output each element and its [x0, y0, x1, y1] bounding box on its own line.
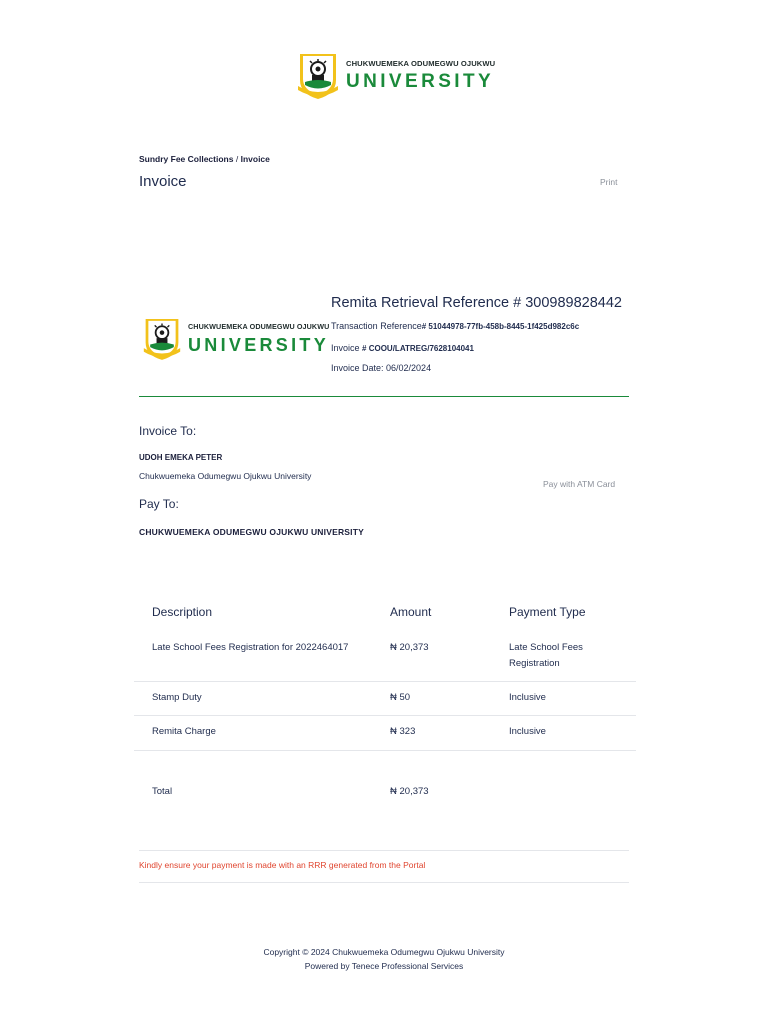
transaction-reference-label: Transaction Reference [331, 321, 422, 331]
breadcrumb-sundry-fee-collections[interactable]: Sundry Fee Collections [139, 154, 234, 164]
invoice-to-heading: Invoice To: [139, 424, 197, 438]
column-header-description: Description [152, 605, 213, 619]
payment-notice: Kindly ensure your payment is made with an RRR generated from the Portal [139, 860, 426, 870]
payer-name: UDOH EMEKA PETER [139, 453, 223, 462]
pay-with-atm-card-button[interactable]: Pay with ATM Card [543, 479, 616, 489]
brand-university-word: UNIVERSITY [346, 71, 495, 92]
row-description: Late School Fees Registration for 2022464017 [152, 642, 349, 653]
breadcrumb [139, 154, 270, 164]
remita-retrieval-reference: Remita Retrieval Reference # 300989828442 [331, 295, 622, 311]
table-total-row [134, 751, 636, 811]
row-amount: ₦ 323 [390, 726, 416, 737]
university-crest-icon [296, 52, 340, 100]
table-row [134, 716, 636, 751]
row-description: Stamp Duty [152, 692, 202, 703]
table-header-row [134, 596, 636, 630]
transaction-reference-value: # 51044978-77fb-458b-8445-1f425d982c6c [421, 322, 580, 331]
invoice-number-value: # COOU/LATREG/7628104041 [362, 344, 474, 353]
row-payment-type: Inclusive [509, 692, 546, 703]
invoice-brand-university-word: UNIVERSITY [188, 335, 330, 355]
footer-copyright: Copyright © 2024 Chukwuemeka Odumegwu Ojukwu University [263, 947, 505, 957]
invoice-brand-name-line: CHUKWUEMEKA ODUMEGWU OJUKWU [188, 322, 330, 331]
row-amount: ₦ 50 [390, 692, 411, 703]
invoice-items-table [134, 596, 636, 811]
column-header-amount: Amount [390, 605, 432, 619]
row-description: Remita Charge [152, 726, 216, 737]
invoice-crest-icon [142, 317, 182, 361]
invoice-university-logo [142, 317, 329, 361]
invoice-number [331, 343, 474, 353]
payer-institution: Chukwuemeka Odumegwu Ojukwu University [139, 471, 312, 481]
pay-to-heading: Pay To: [139, 497, 179, 511]
university-logo [296, 52, 495, 100]
print-button[interactable]: Print [600, 177, 618, 187]
row-payment-type: Late School Fees Registration [509, 642, 583, 669]
row-payment-type: Inclusive [509, 726, 546, 737]
invoice-number-label: Invoice [331, 343, 363, 353]
footer-powered-by: Powered by Tenece Professional Services [304, 961, 464, 971]
invoice-date: Invoice Date: 06/02/2024 [331, 363, 432, 373]
payee-name: CHUKWUEMEKA ODUMEGWU OJUKWU UNIVERSITY [139, 527, 364, 537]
total-label: Total [152, 786, 173, 797]
page-title: Invoice [139, 173, 187, 190]
row-amount: ₦ 20,373 [390, 642, 429, 653]
notice-divider-top [139, 850, 629, 851]
breadcrumb-current: Invoice [240, 154, 270, 164]
header-divider [139, 396, 629, 397]
brand-name-line: CHUKWUEMEKA ODUMEGWU OJUKWU [346, 59, 496, 68]
transaction-reference [331, 321, 579, 331]
table-row [134, 682, 636, 716]
notice-divider-bottom [139, 882, 629, 883]
breadcrumb-separator: / [235, 154, 239, 164]
column-header-payment-type: Payment Type [509, 605, 586, 619]
total-amount: ₦ 20,373 [390, 786, 429, 797]
table-row [134, 630, 636, 682]
